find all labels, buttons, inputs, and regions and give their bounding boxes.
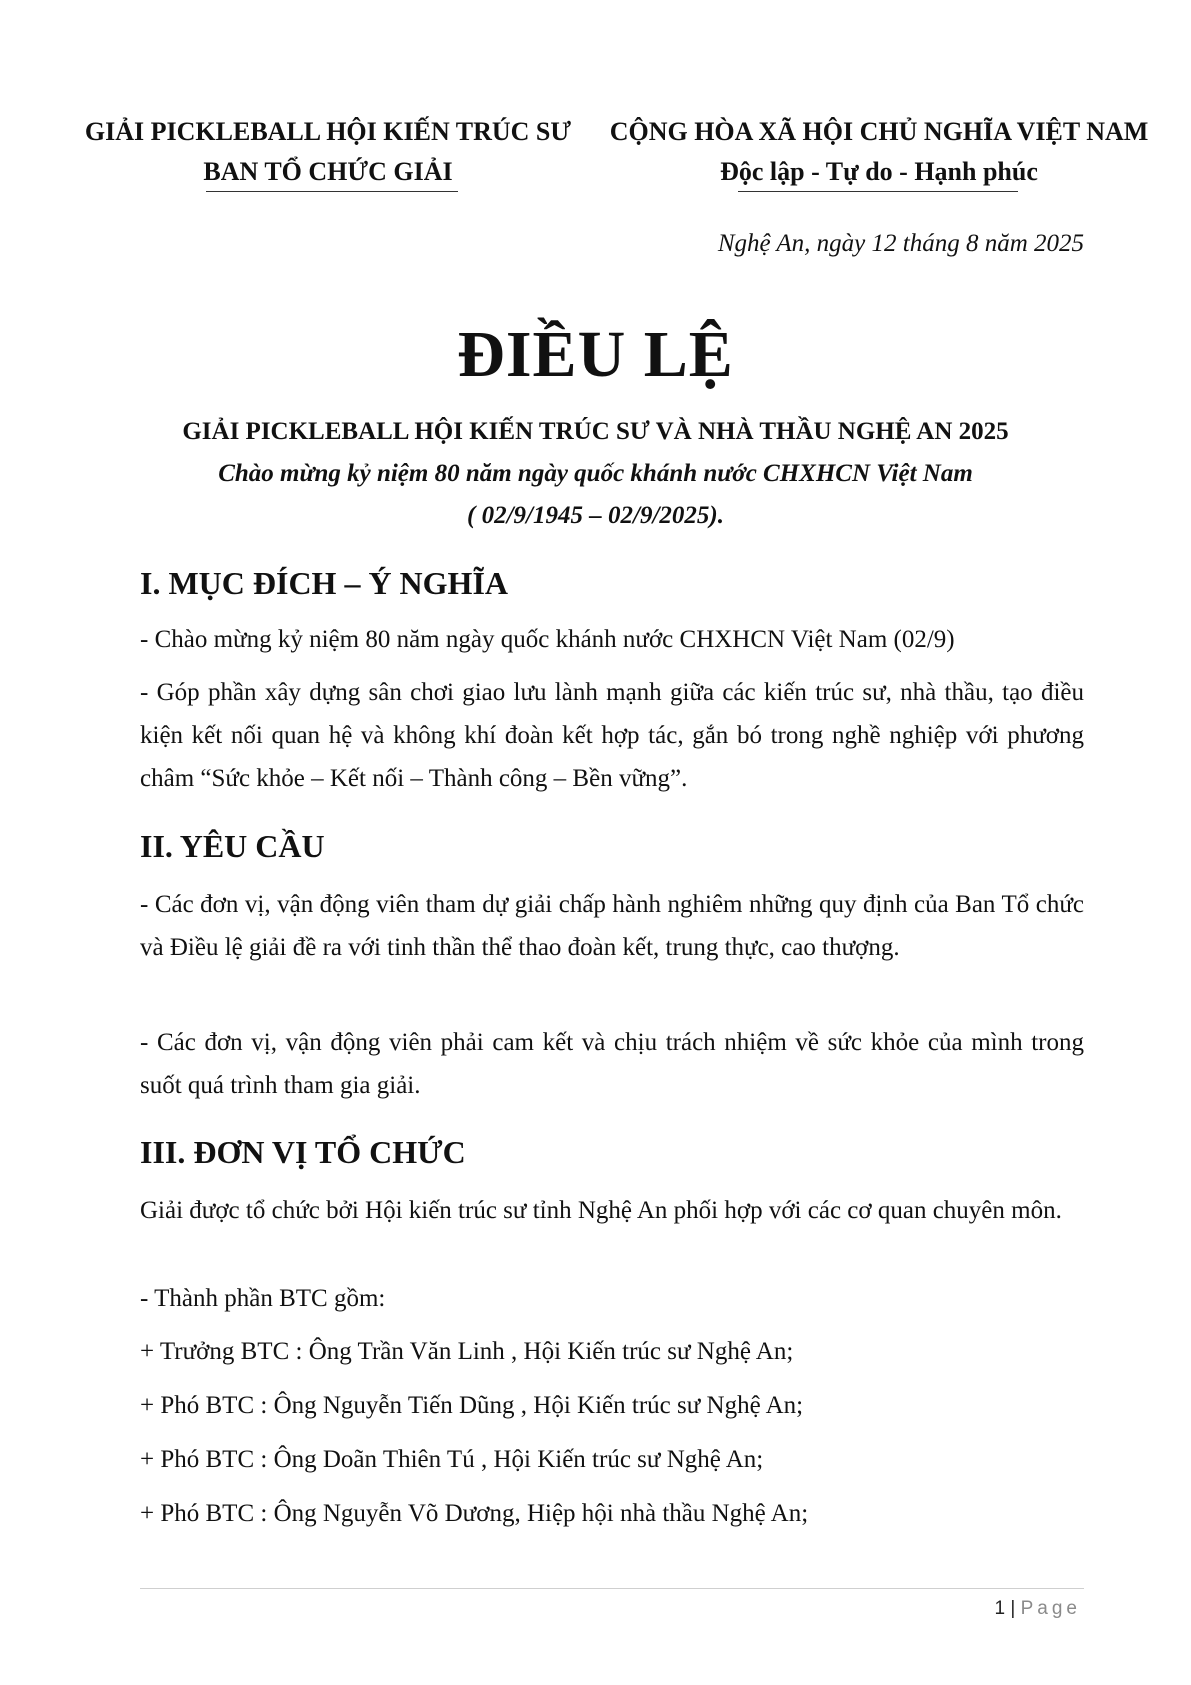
committee-member: + Trưởng BTC : Ông Trần Văn Linh , Hội Kiến trúc sư Nghệ An; — [140, 1338, 794, 1365]
organizing-committee: BAN TỔ CHỨC GIẢI — [203, 157, 453, 186]
section-heading-requirements: II. YÊU CẦU — [140, 828, 325, 864]
page-word: Page — [1020, 1598, 1081, 1619]
subtitle-celebration: Chào mừng kỷ niệm 80 năm ngày quốc khánh nước CHXHCN Việt Nam — [218, 460, 973, 487]
footer-divider — [140, 1588, 1084, 1589]
section-requirements-paragraph-2: - Các đơn vị, vận động viên phải cam kết và chịu trách nhiệm về sức khỏe của mình trong suốt quá trình tham gia giải. — [140, 1029, 1084, 1099]
section-purpose-paragraph-1: - Chào mừng kỷ niệm 80 năm ngày quốc khánh nước CHXHCN Việt Nam (02/9) — [140, 626, 955, 653]
organizer-header — [80, 112, 576, 192]
section-heading-purpose: I. MỤC ĐÍCH – Ý NGHĨA — [140, 565, 508, 601]
national-header — [600, 112, 1158, 192]
committee-intro: - Thành phần BTC gồm: — [140, 1285, 386, 1312]
section-purpose-paragraph-2: - Góp phần xây dựng sân chơi giao lưu lành mạnh giữa các kiến trúc sư, nhà thầu, tạo điều kiện kết nối quan hệ và không khí đoàn kết hợp tác, gắn bó trong nghề nghiệp với phương châm “Sức khỏe – Kết nối – Thành công – Bền vững”. — [140, 679, 1084, 792]
section-requirements-paragraph-1: - Các đơn vị, vận động viên tham dự giải chấp hành nghiêm những quy định của Ban Tổ chức và Điều lệ giải đề ra với tinh thần thể thao đoàn kết, trung thực, cao thượng. — [140, 891, 1084, 961]
national-motto: Độc lập - Tự do - Hạnh phúc — [720, 157, 1038, 186]
page-number: 1 — [994, 1598, 1006, 1619]
committee-member: + Phó BTC : Ông Nguyễn Tiến Dũng , Hội Kiến trúc sư Nghệ An; — [140, 1392, 804, 1419]
section-heading-organizer: III. ĐƠN VỊ TỔ CHỨC — [140, 1134, 466, 1170]
national-name: CỘNG HÒA XÃ HỘI CHỦ NGHĨA VIỆT NAM — [609, 117, 1149, 146]
section-organizer-paragraph-1: Giải được tổ chức bởi Hội kiến trúc sư tỉnh Nghệ An phối hợp với các cơ quan chuyên môn. — [140, 1197, 1062, 1224]
document-title: ĐIỀU LỆ — [457, 318, 734, 391]
page-footer — [995, 1598, 1081, 1620]
committee-member: + Phó BTC : Ông Doãn Thiên Tú , Hội Kiến trúc sư Nghệ An; — [140, 1446, 764, 1473]
subtitle-dates: ( 02/9/1945 – 02/9/2025). — [467, 502, 724, 529]
date-line: Nghệ An, ngày 12 tháng 8 năm 2025 — [717, 230, 1084, 257]
page-separator: | — [1010, 1598, 1016, 1619]
committee-member: + Phó BTC : Ông Nguyễn Võ Dương, Hiệp hội nhà thầu Nghệ An; — [140, 1500, 809, 1527]
organizer-name: GIẢI PICKLEBALL HỘI KIẾN TRÚC SƯ — [84, 117, 572, 146]
organizer-underline — [206, 191, 458, 192]
motto-underline — [738, 191, 1018, 192]
document-subtitle: GIẢI PICKLEBALL HỘI KIẾN TRÚC SƯ VÀ NHÀ THẦU NGHỆ AN 2025 — [182, 418, 1009, 445]
